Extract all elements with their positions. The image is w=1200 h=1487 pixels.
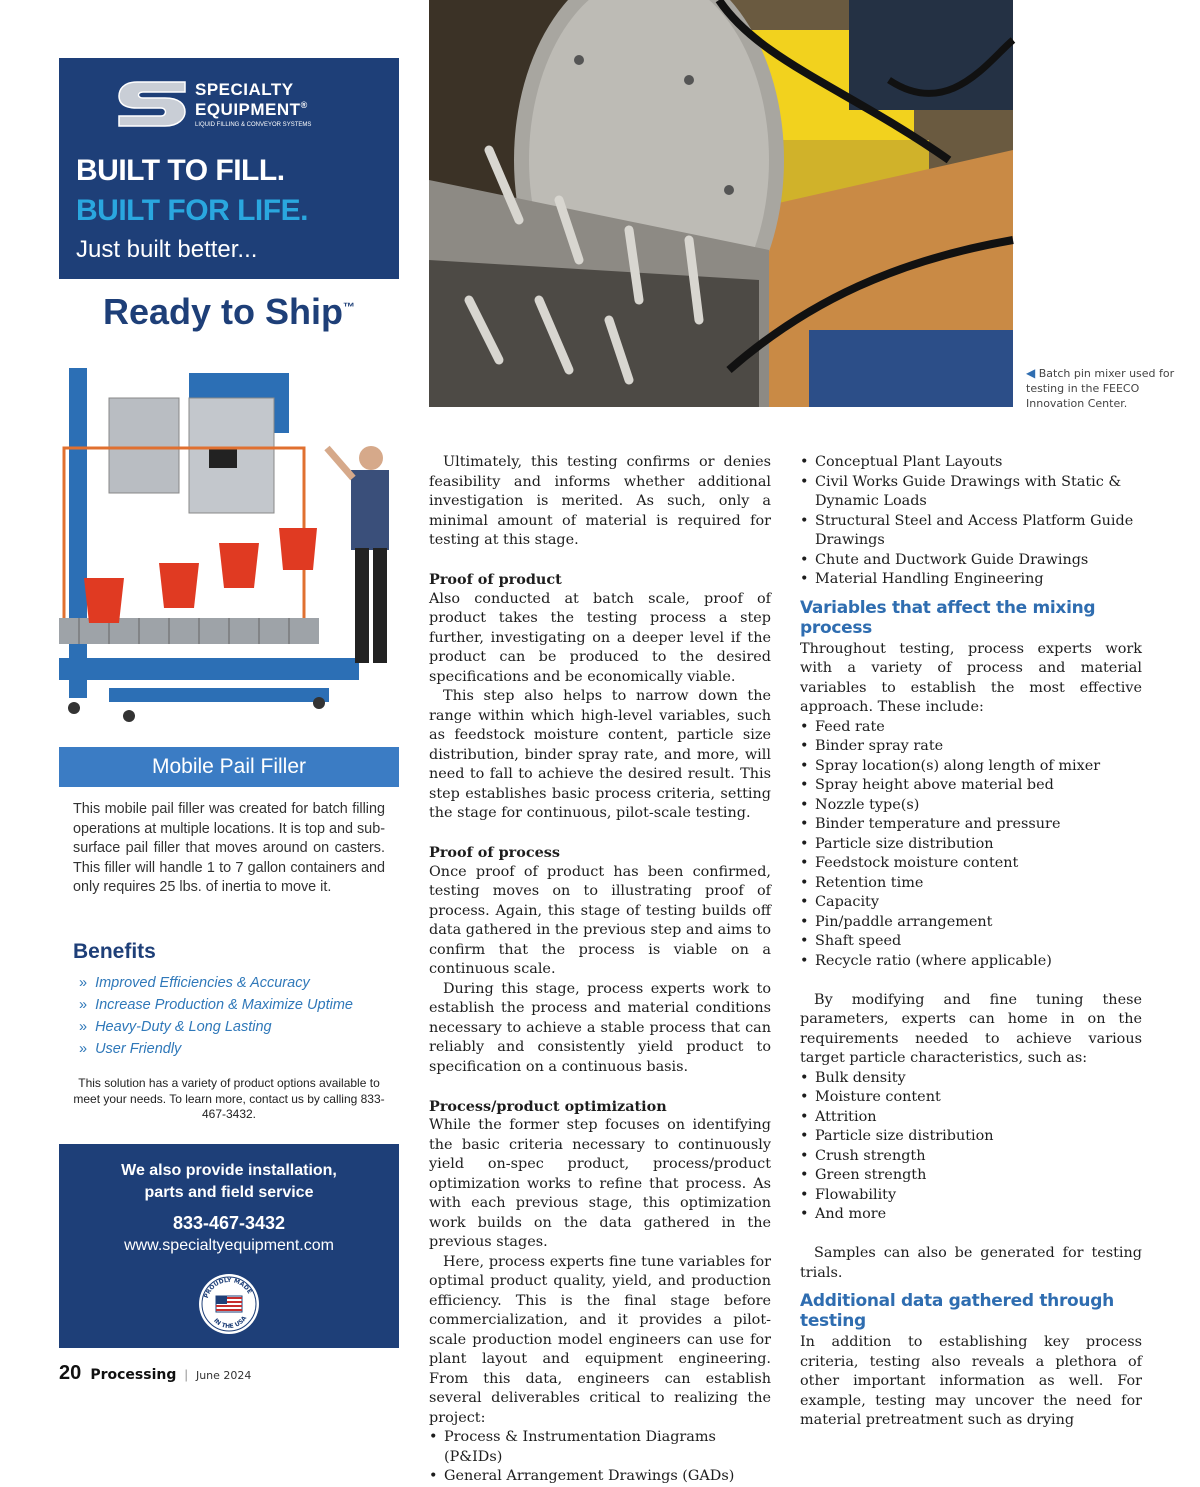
paragraph: In addition to establishing key process criteria, testing also reveals a plethora of other important information as well. For example, testing may uncover the need for material pretreatment such as drying <box>800 1334 1142 1428</box>
list-item: • Spray location(s) along length of mixer <box>800 757 1142 777</box>
logo-line-1: SPECIALTY <box>195 80 294 99</box>
list-item: • Material Handling Engineering <box>800 570 1142 590</box>
list-item: • Conceptual Plant Layouts <box>800 453 1142 473</box>
subheading-optimization: Process/product optimization <box>429 1097 667 1115</box>
benefit-item: » User Friendly <box>79 1038 353 1060</box>
logo-line-2: EQUIPMENT® <box>195 100 308 119</box>
company-logo <box>115 76 355 136</box>
page-footer <box>59 1362 251 1385</box>
list-item: • Bulk density <box>800 1069 1142 1089</box>
list-item: • Pin/paddle arrangement <box>800 913 1142 933</box>
list-item: • Moisture content <box>800 1088 1142 1108</box>
batch-pin-mixer-photo <box>429 0 1013 407</box>
made-in-usa-seal-icon <box>197 1272 261 1336</box>
list-item: • Particle size distribution <box>800 835 1142 855</box>
article-column-1 <box>429 453 771 1487</box>
article-column-2 <box>800 453 1142 1431</box>
issue-date: June 2024 <box>195 1369 252 1382</box>
section-heading-additional-data: Additional data gathered through testing <box>800 1291 1114 1331</box>
list-item: • Structural Steel and Access Platform Guide Drawings <box>800 512 1142 551</box>
benefits-list <box>79 972 353 1060</box>
benefit-item: » Heavy-Duty & Long Lasting <box>79 1016 353 1038</box>
logo-tagline: LIQUID FILLING & CONVEYOR SYSTEMS <box>195 122 312 128</box>
footer-separator: | <box>184 1367 188 1382</box>
list-item: • Crush strength <box>800 1147 1142 1167</box>
website-link[interactable]: www.specialtyequipment.com <box>124 1237 334 1254</box>
paragraph: Here, process experts fine tune variables for optimal product quality, yield, and production efficiency. This is the final stage before commercialization, and it provides a pilot-scale production model engineers can use for plant layout and equipment engineering. From this data, engineers can establish several deliverables critical to realizing the project: <box>429 1253 771 1426</box>
list-item: • Chute and Ductwork Guide Drawings <box>800 551 1142 571</box>
ad-headline-3: Just built better... <box>76 236 258 263</box>
list-item: • Flowability <box>800 1186 1142 1206</box>
list-item: • Green strength <box>800 1166 1142 1186</box>
list-item: • Nozzle type(s) <box>800 796 1142 816</box>
ad-headline-2: BUILT FOR LIFE. <box>76 194 308 227</box>
logo-s-emblem <box>115 76 189 132</box>
paragraph: Samples can also be generated for testing trials. <box>800 1245 1142 1281</box>
section-heading-variables: Variables that affect the mixing process <box>800 597 1096 638</box>
subheading-proof-of-product: Proof of product <box>429 571 562 588</box>
list-item: • Binder spray rate <box>800 737 1142 757</box>
list-item: • Feedstock moisture content <box>800 854 1142 874</box>
list-item: • Feed rate <box>800 718 1142 738</box>
deliverables-list <box>429 1428 771 1487</box>
list-item: • General Arrangement Drawings (GADs) <box>429 1467 771 1487</box>
photo-caption: ◀ Batch pin mixer used for testing in the FEECO Innovation Center. <box>1026 366 1175 410</box>
list-item: • Process & Instrumentation Diagrams (P&IDs) <box>429 1428 771 1467</box>
service-panel <box>59 1144 399 1348</box>
benefit-item: » Improved Efficiencies & Accuracy <box>79 972 353 994</box>
options-note: This solution has a variety of product options available to meet your needs. To learn more, contact us by calling 833-467-3432. <box>73 1076 385 1121</box>
subheading-proof-of-process: Proof of process <box>429 844 560 861</box>
list-item: • And more <box>800 1205 1142 1225</box>
magazine-name: Processing <box>90 1367 177 1383</box>
pail-filler-machine-image <box>59 348 399 738</box>
svg-text:PROUDLY MADE: PROUDLY MADE <box>202 1276 254 1300</box>
list-item: • Recycle ratio (where applicable) <box>800 952 1142 972</box>
benefit-item: » Increase Production & Maximize Uptime <box>79 994 353 1016</box>
service-text: We also provide installation, parts and field service <box>121 1162 337 1201</box>
paragraph: Throughout testing, process experts work with a variety of process and material variables to establish the most effective approach. These include: <box>800 640 1142 715</box>
product-description: This mobile pail filler was created for batch filling operations at multiple locations. It is top and sub-surface pail filler that moves around on casters. This filler will handle 1 to 7 gallon containers and only requires 25 lbs. of inertia to move it. <box>73 801 385 895</box>
list-item: • Capacity <box>800 893 1142 913</box>
list-item: • Retention time <box>800 874 1142 894</box>
paragraph: This step also helps to narrow down the range within which high-level variables, such as feedstock moisture content, particle size distribution, binder spray rate, and more, will need to fall to achieve the desired result. This step establishes basic process criteria, setting the stage for continuous, pilot-scale testing. <box>429 688 771 821</box>
list-item: • Binder temperature and pressure <box>800 815 1142 835</box>
paragraph: While the former step focuses on identifying the basic criteria necessary to continuously yield on-spec product, process/product optimization works to refine that process. As with each previous stage, this optimization work builds on the data gathered in the previous stages. <box>429 1117 771 1250</box>
ad-header-panel <box>59 58 399 279</box>
phone-number[interactable]: 833-467-3432 <box>172 1213 286 1233</box>
svg-text:IN THE USA: IN THE USA <box>212 1314 249 1331</box>
list-item: • Civil Works Guide Drawings with Static & Dynamic Loads <box>800 473 1142 512</box>
list-item: • Attrition <box>800 1108 1142 1128</box>
paragraph: Also conducted at batch scale, proof of product takes the testing process a step further, investigating on a deeper level if the product can be produced to the desired specifications and be economically viable. <box>429 590 771 685</box>
paragraph: During this stage, process experts work to establish the process and material conditions necessary to achieve a stable process that can reliably and consistently yield product to specification on a continuous basis. <box>429 980 771 1075</box>
product-title-bar: Mobile Pail Filler <box>59 747 399 787</box>
page-number: 20 <box>59 1362 82 1384</box>
characteristics-list <box>800 1069 1142 1225</box>
paragraph: By modifying and fine tuning these parameters, experts can home in on the requirements needed to achieve various target particle characteristics, such as: <box>800 991 1142 1066</box>
deliverables-list-continued <box>800 453 1142 590</box>
paragraph: Once proof of product has been confirmed, testing moves on to illustrating proof of process. Again, this stage of testing builds off data gathered in the previous step and aims to confirm that the process is viable on a continuous scale. <box>429 863 771 977</box>
ready-to-ship-heading: Ready to Ship™ <box>102 291 356 332</box>
list-item: • Spray height above material bed <box>800 776 1142 796</box>
ad-headline-1: BUILT TO FILL. <box>76 154 285 187</box>
benefits-heading: Benefits <box>73 940 156 963</box>
variables-list <box>800 718 1142 972</box>
advertisement <box>59 58 399 1348</box>
caption-arrow-icon: ◀ <box>1026 366 1036 380</box>
paragraph: Ultimately, this testing confirms or denies feasibility and informs whether additional investigation is merited. As such, only a minimal amount of material is required for testing at this stage. <box>429 454 771 548</box>
list-item: • Shaft speed <box>800 932 1142 952</box>
list-item: • Particle size distribution <box>800 1127 1142 1147</box>
